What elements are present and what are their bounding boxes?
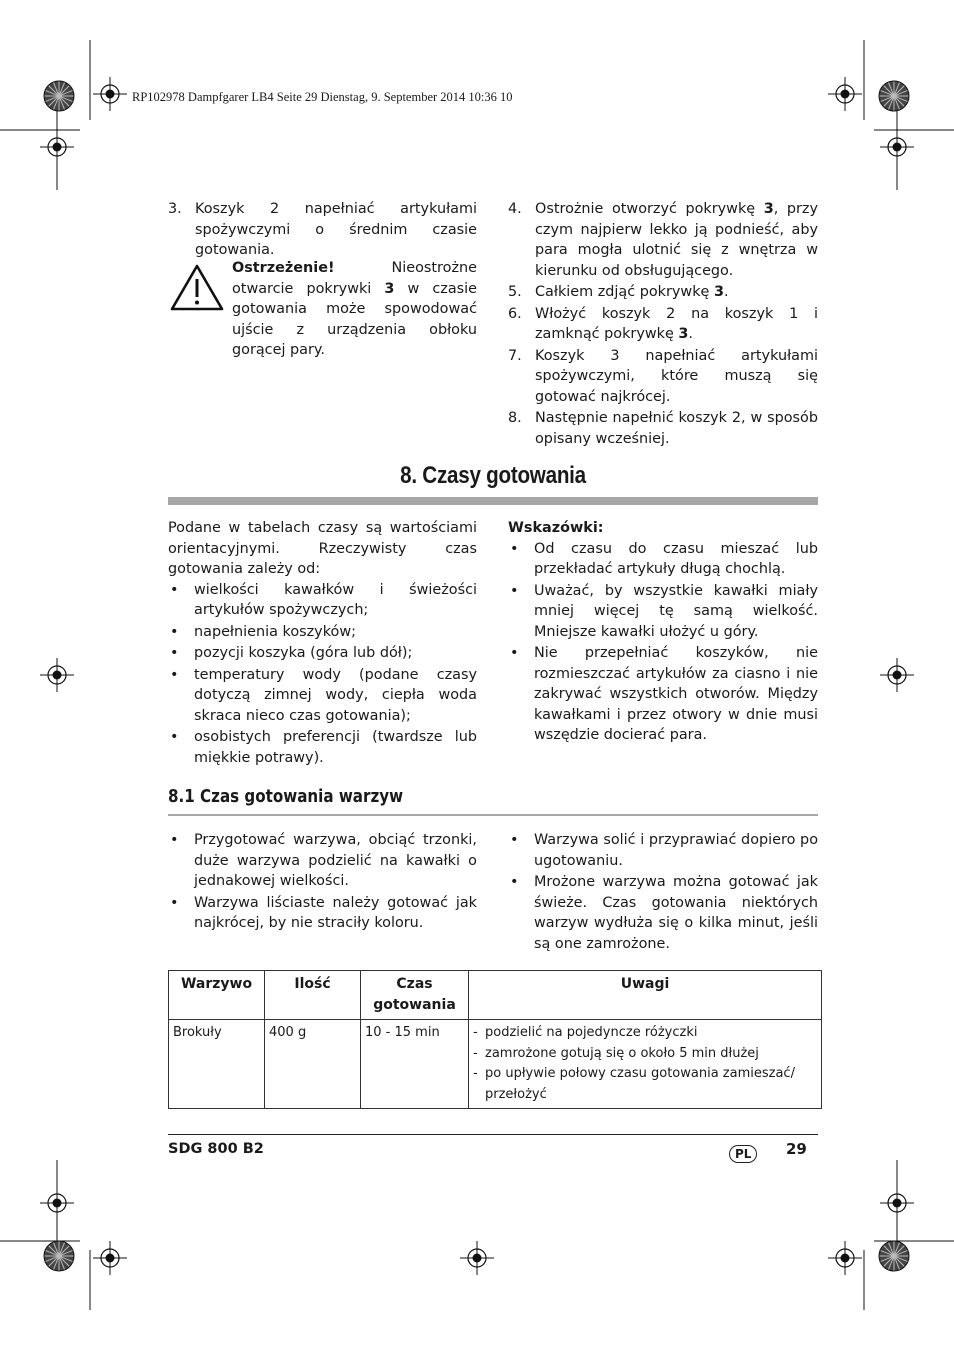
note-item: - zamrożone gotują się o około 5 min dłużej [473, 1044, 817, 1065]
list-item: • temperatury wody (podane czasy dotyczą zimnej wody, ciepła woda skraca nieco czas gotowania); [168, 665, 477, 727]
cell-amount: 400 g [265, 1020, 361, 1109]
left-steps [168, 199, 477, 262]
list-item: • wielkości kawałków i świeżości artykułów spożywczych; [168, 580, 477, 621]
step-number: 3. [168, 201, 182, 217]
list-item: • pozycji koszyka (góra lub dół); [168, 643, 477, 664]
intro-block [168, 518, 477, 769]
intro-text: Podane w tabelach czasy są wartościami orientacyjnymi. Rzeczywisty czas gotowania zależy od: [168, 520, 477, 577]
list-item: • Warzywa liściaste należy gotować jak najkrócej, by nie straciły koloru. [168, 893, 477, 934]
cell-notes [469, 1020, 822, 1109]
tips-heading: Wskazówki: [508, 520, 604, 536]
list-item: • Od czasu do czasu mieszać lub przekładać artykuły długą chochlą. [508, 539, 818, 580]
step-7: 7. Koszyk 3 napełniać artykułami spożywczymi, które muszą się gotować najkrócej. [508, 347, 818, 405]
header-amount: Ilość [265, 971, 361, 1020]
step-8: 8. Następnie napełnić koszyk 2, w sposób opisany wcześniej. [508, 410, 818, 447]
step-3 [168, 199, 477, 261]
section-title: 8. Czasy gotowania [400, 462, 586, 489]
warning-label: Ostrzeżenie! [232, 260, 335, 276]
step-text: Koszyk 2 napełniać artykułami spożywczymi o średnim czasie gotowania. [195, 201, 477, 258]
list-item: • Uważać, by wszystkie kawałki miały mniej więcej tę samą wielkość. Mniejsze kawałki ułożyć u góry. [508, 581, 818, 643]
subsection-title: 8.1 Czas gotowania warzyw [168, 786, 404, 807]
table-row [169, 1020, 822, 1109]
header-vegetable: Warzywo [169, 971, 265, 1020]
cell-vegetable: Brokuły [169, 1020, 265, 1109]
intro-list [168, 580, 477, 769]
tips-list [508, 539, 818, 746]
cooking-times-table [168, 970, 822, 1109]
list-item: • osobistych preferencji (twardsze lub miękkie potrawy). [168, 727, 477, 768]
list-item: • Przygotować warzywa, obciąć trzonki, duże warzywa podzielić na kawałki o jednakowej wielkości. [168, 830, 477, 892]
warning-text: Ostrzeżenie! Nieostrożne otwarcie pokrywki 3 w czasie gotowania może spowodować ujście z urządzenia obłoku gorącej pary. [232, 260, 477, 359]
cell-time: 10 - 15 min [361, 1020, 469, 1109]
list-item: • Warzywa solić i przyprawiać dopiero po ugotowaniu. [508, 830, 818, 871]
veg-right-block [508, 830, 818, 955]
subsection-rule [168, 814, 818, 816]
table-header-row [169, 971, 822, 1020]
list-item: • Mrożone warzywa można gotować jak świeże. Czas gotowania niektórych warzyw wydłuża się o kilka minut, jeśli są one zamrożone. [508, 872, 818, 954]
footer-rule [168, 1134, 818, 1135]
section-rule [168, 497, 818, 505]
step-4: 4. Ostrożnie otworzyć pokrywkę 3, przy czym najpierw lekko ją podnieść, aby para mogła ulotnić się z wnętrza w kierunku od obsługującego. [508, 201, 818, 279]
step-6: 6. Włożyć koszyk 2 na koszyk 1 i zamknąć pokrywkę 3. [508, 305, 818, 342]
note-item: - po upływie połowy czasu gotowania zamieszać/ przełożyć [473, 1064, 817, 1105]
list-item: • napełnienia koszyków; [168, 622, 477, 643]
veg-left-block [168, 830, 477, 935]
page-number: 29 [786, 1140, 807, 1158]
list-item: • Nie przepełniać koszyków, nie rozmieszczać artykułów za ciasno i nie zakrywać wszystkich otworów. Między kawałkami i przez otwory w dnie musi wszędzie docierać para. [508, 643, 818, 746]
warning-triangle-icon [169, 263, 225, 313]
header-notes: Uwagi [469, 971, 822, 1020]
footer-model: SDG 800 B2 [168, 1141, 264, 1157]
header-time: Czas gotowania [361, 971, 469, 1020]
right-steps [508, 199, 818, 450]
language-badge: PL [729, 1145, 757, 1163]
tips-block [508, 518, 818, 747]
step-5: 5. Całkiem zdjąć pokrywkę 3. [508, 284, 729, 300]
footer-lang [729, 1143, 757, 1163]
note-item: - podzielić na pojedyncze różyczki [473, 1023, 817, 1044]
print-header: RP102978 Dampfgarer LB4 Seite 29 Dienstag, 9. September 2014 10:36 10 [132, 90, 513, 104]
